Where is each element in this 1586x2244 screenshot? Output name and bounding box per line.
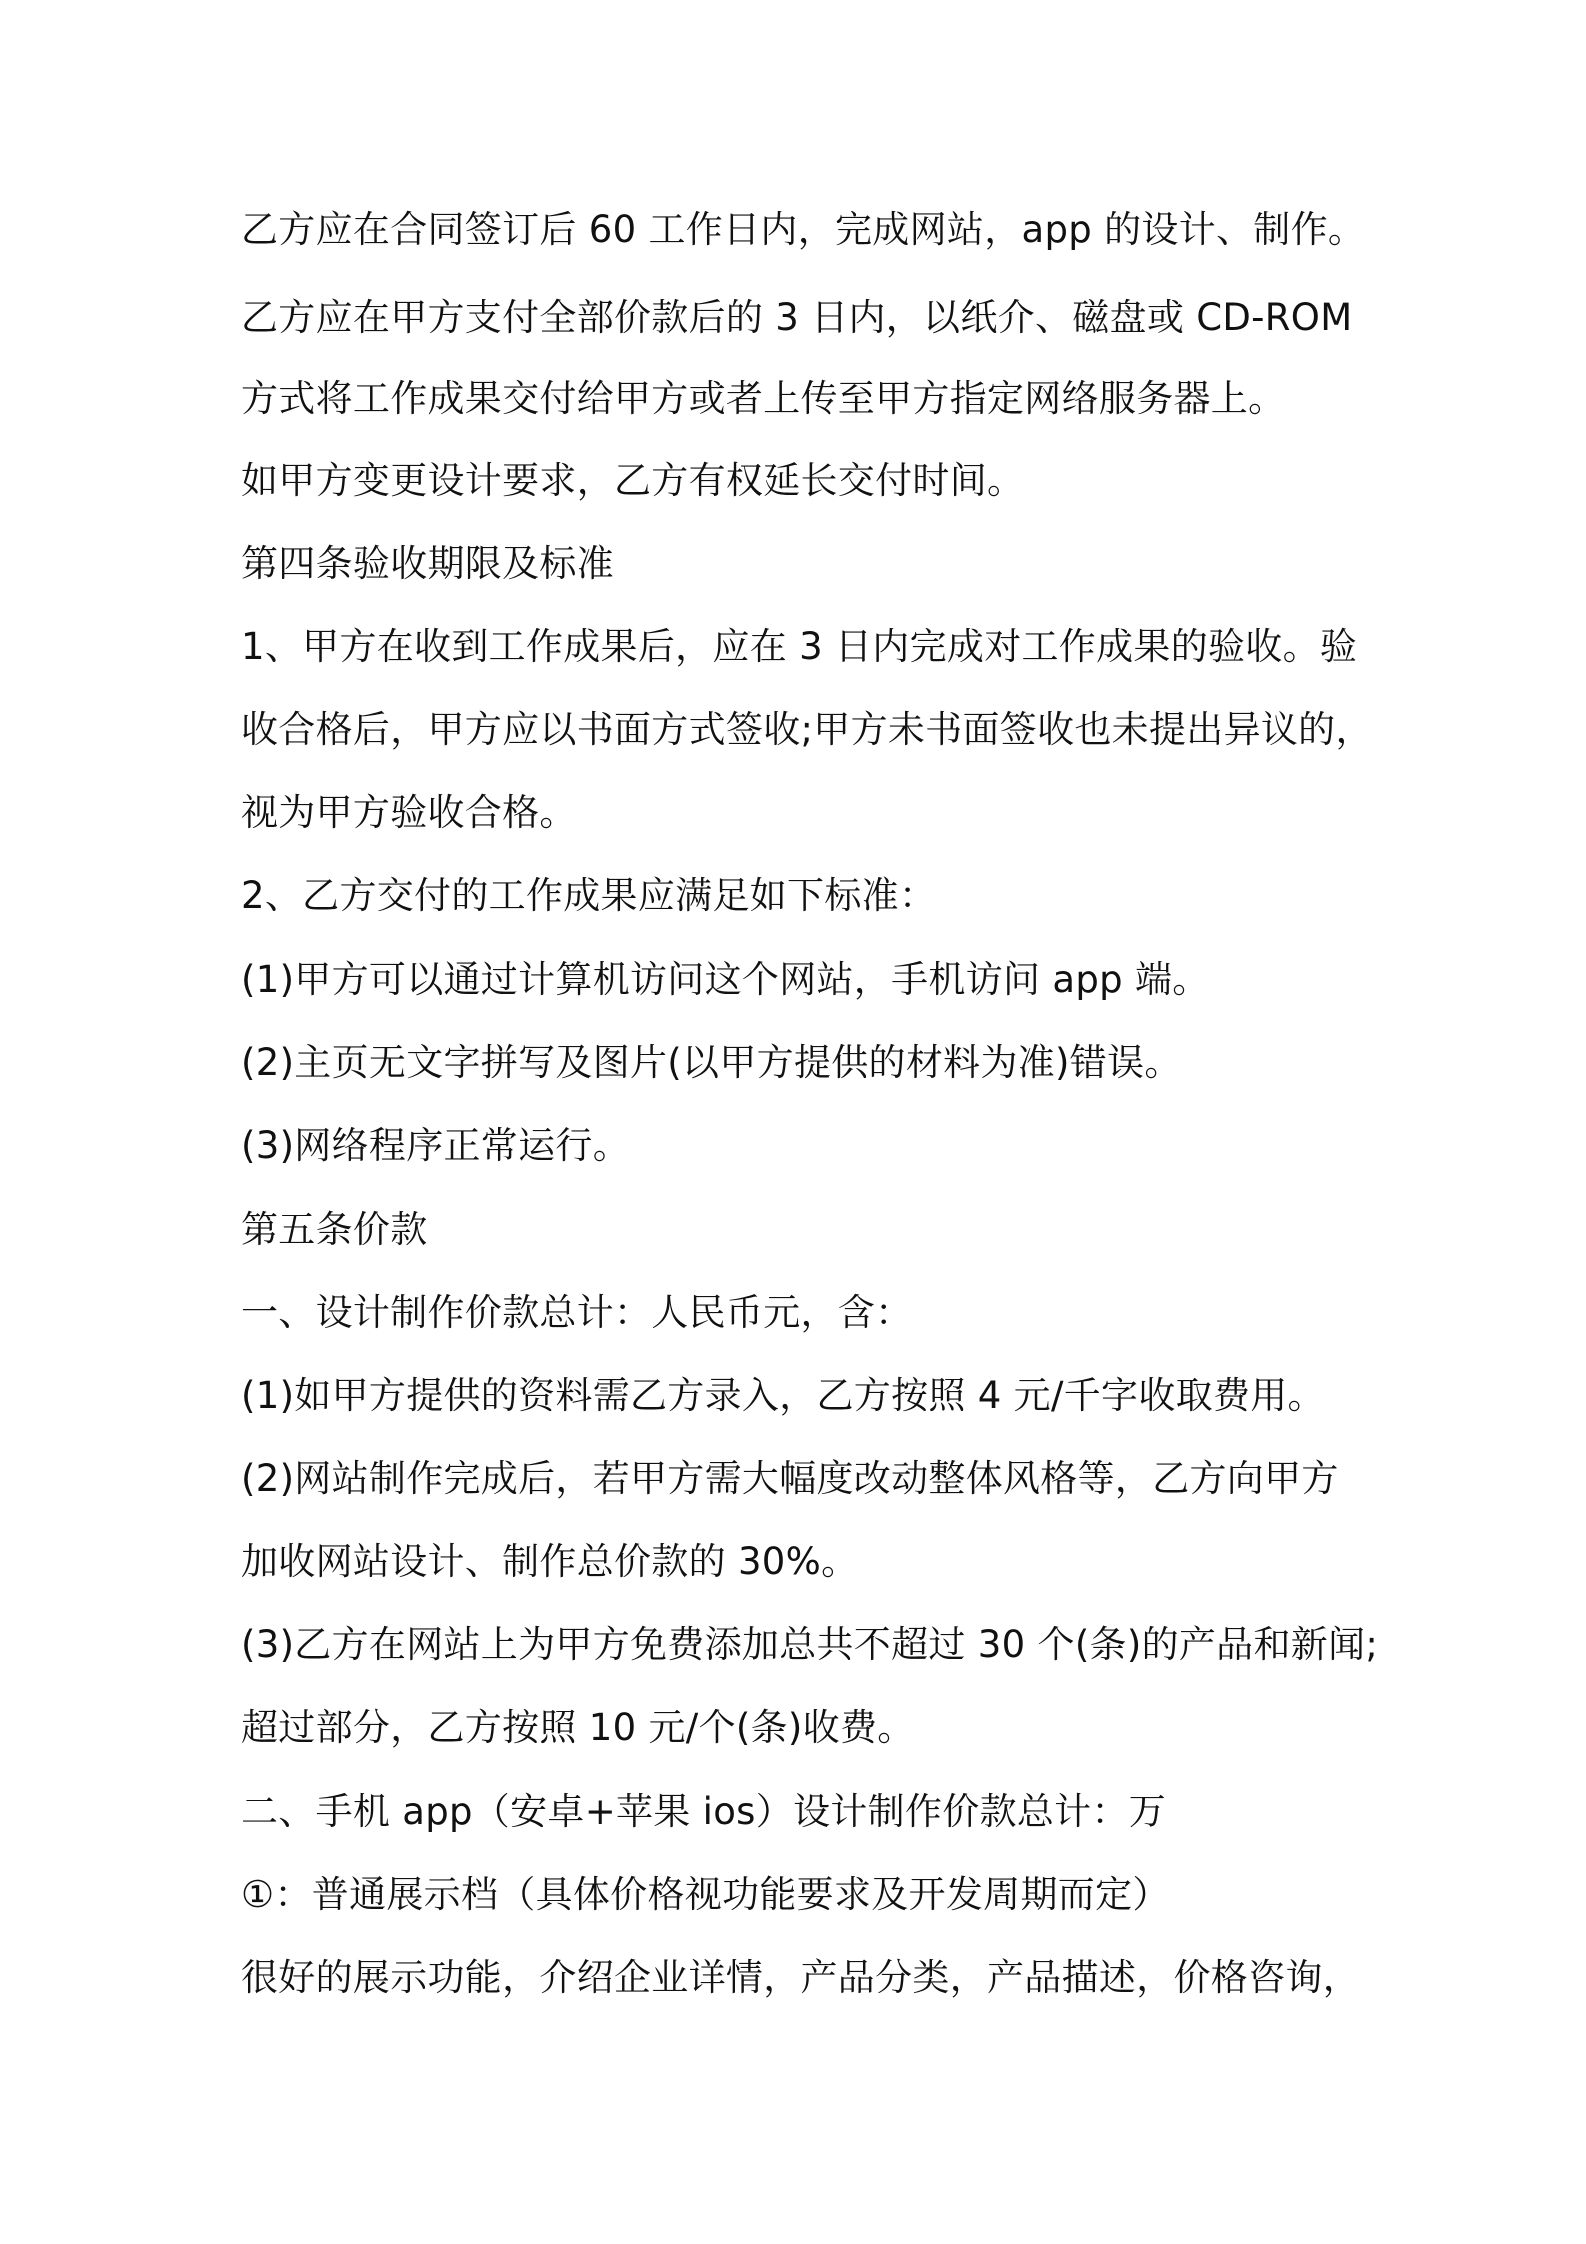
text-line-15: (1)如甲方提供的资料需乙方录入，乙方按照 4 元/千字收取费用。 [241,1374,1325,1417]
text-line-18: (3)乙方在网站上为甲方免费添加总共不超过 30 个(条)的产品和新闻; [241,1623,1379,1666]
text-line-14: 一、设计制作价款总计：人民币元，含： [241,1291,913,1334]
text-line-6: 1、甲方在收到工作成果后，应在 3 日内完成对工作成果的验收。验 [241,625,1358,668]
text-line-22: 很好的展示功能，介绍企业详情，产品分类，产品描述，价格咨询， [241,1956,1360,1999]
text-line-4: 如甲方变更设计要求，乙方有权延长交付时间。 [241,459,1025,502]
text-line-21: ①：普通展示档（具体价格视功能要求及开发周期而定） [241,1873,1170,1916]
text-line-11: (2)主页无文字拼写及图片(以甲方提供的材料为准)错误。 [241,1041,1182,1084]
section-heading-5: 第五条价款 [241,1208,428,1251]
text-line-7: 收合格后，甲方应以书面方式签收;甲方未书面签收也未提出异议的， [241,708,1373,751]
text-line-12: (3)网络程序正常运行。 [241,1124,631,1167]
text-line-17: 加收网站设计、制作总价款的 30%。 [241,1540,859,1583]
text-line-9: 2、乙方交付的工作成果应满足如下标准： [241,874,937,917]
text-line-16: (2)网站制作完成后，若甲方需大幅度改动整体风格等，乙方向甲方 [241,1457,1339,1500]
text-line-1: 乙方应在合同签订后 60 工作日内，完成网站，app 的设计、制作。 [241,208,1366,251]
text-line-8: 视为甲方验收合格。 [241,791,577,834]
text-line-3: 方式将工作成果交付给甲方或者上传至甲方指定网络服务器上。 [241,377,1286,420]
text-line-10: (1)甲方可以通过计算机访问这个网站，手机访问 app 端。 [241,958,1210,1001]
text-line-2: 乙方应在甲方支付全部价款后的 3 日内，以纸介、磁盘或 CD-ROM [241,296,1353,339]
section-heading-4: 第四条验收期限及标准 [241,542,614,585]
text-line-19: 超过部分，乙方按照 10 元/个(条)收费。 [241,1706,915,1749]
text-line-20: 二、手机 app（安卓+苹果 ios）设计制作价款总计：万 [241,1790,1167,1833]
